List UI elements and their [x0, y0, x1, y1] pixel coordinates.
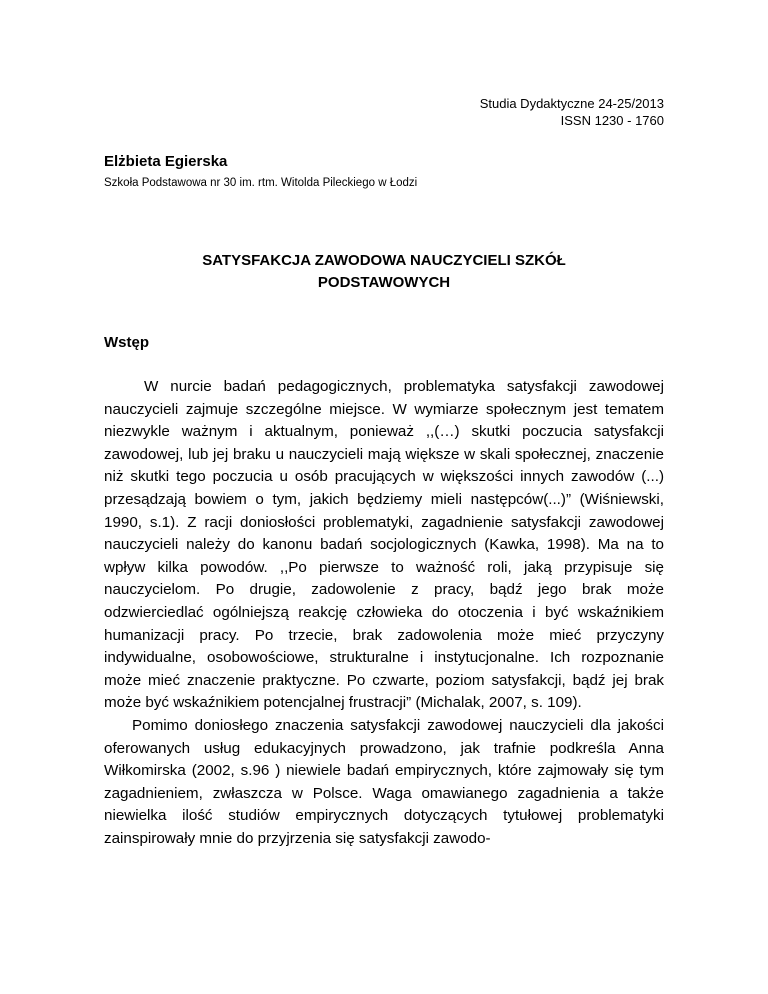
- article-title-line-1: SATYSFAKCJA ZAWODOWA NAUCZYCIELI SZKÓŁ: [202, 252, 566, 269]
- paragraph: Pomimo doniosłego znaczenia satysfakcji zawodowej nauczycieli dla jakości oferowanych usług edukacyjnych prowadzono, jak trafnie podkreśla Anna Wiłkomirska (2002, s.96 ) niewiele badań empirycznych, które zajmowały się tym zagadnieniem, zwłaszcza w Polsce. Waga omawianego zagadnienia a także niewielka ilość studiów empirycznych dotyczących tytułowej problematyki zainspirowały mnie do przyjrzenia się satysfakcji zawodo-: [104, 716, 664, 847]
- journal-header: [480, 95, 664, 129]
- article-body: [104, 376, 664, 850]
- section-heading: Wstęp: [104, 334, 149, 351]
- article-title-line-2: PODSTAWOWYCH: [317, 274, 451, 291]
- article-title: [104, 250, 664, 294]
- journal-title: Studia Dydaktyczne 24-25/2013: [479, 96, 664, 111]
- journal-issn: ISSN 1230 - 1760: [560, 113, 664, 128]
- paragraph: W nurcie badań pedagogicznych, problematyka satysfakcji zawodowej nauczycieli zajmuje szczególne miejsce. W wymiarze społecznym jest tematem niezwykle ważnym i aktualnym, ponieważ ,,(…) skutki poczucia satysfakcji zawodowej, lub jej braku u nauczycieli mają większe w skali społecznej, znaczenie niż skutki tego poczucia u osób pracujących w większości innych zawodów (...) przesądzają bowiem o tym, jakich będziemy mieli następców(...)” (Wiśniewski, 1990, s.1). Z racji doniosłości problematyki, zagadnienie satysfakcji zawodowej nauczycieli należy do kanonu badań socjologicznych (Kawka, 1998). Ma na to wpływ kilka powodów. ,,Po pierwsze to ważność roli, jaką przypisuje się nauczycielom. Po drugie, zadowolenie z pracy, bądź jego brak może odzwierciedlać ogólniejszą reakcję człowieka do otoczenia i być wskaźnikiem humanizacji pracy. Po trzecie, brak zadowolenia może mieć przyczyny indywidualne, osobowościowe, strukturalne i instytucjonalne. Ich rozpoznanie może mieć znaczenie praktyczne. Po czwarte, poziom satysfakcji, bądź jej brak może być wskaźnikiem potencjalnej frustracji” (Michalak, 2007, s. 109).: [104, 378, 664, 712]
- author-name: Elżbieta Egierska: [104, 153, 228, 170]
- author-affiliation: Szkoła Podstawowa nr 30 im. rtm. Witolda Pileckiego w Łodzi: [104, 177, 418, 189]
